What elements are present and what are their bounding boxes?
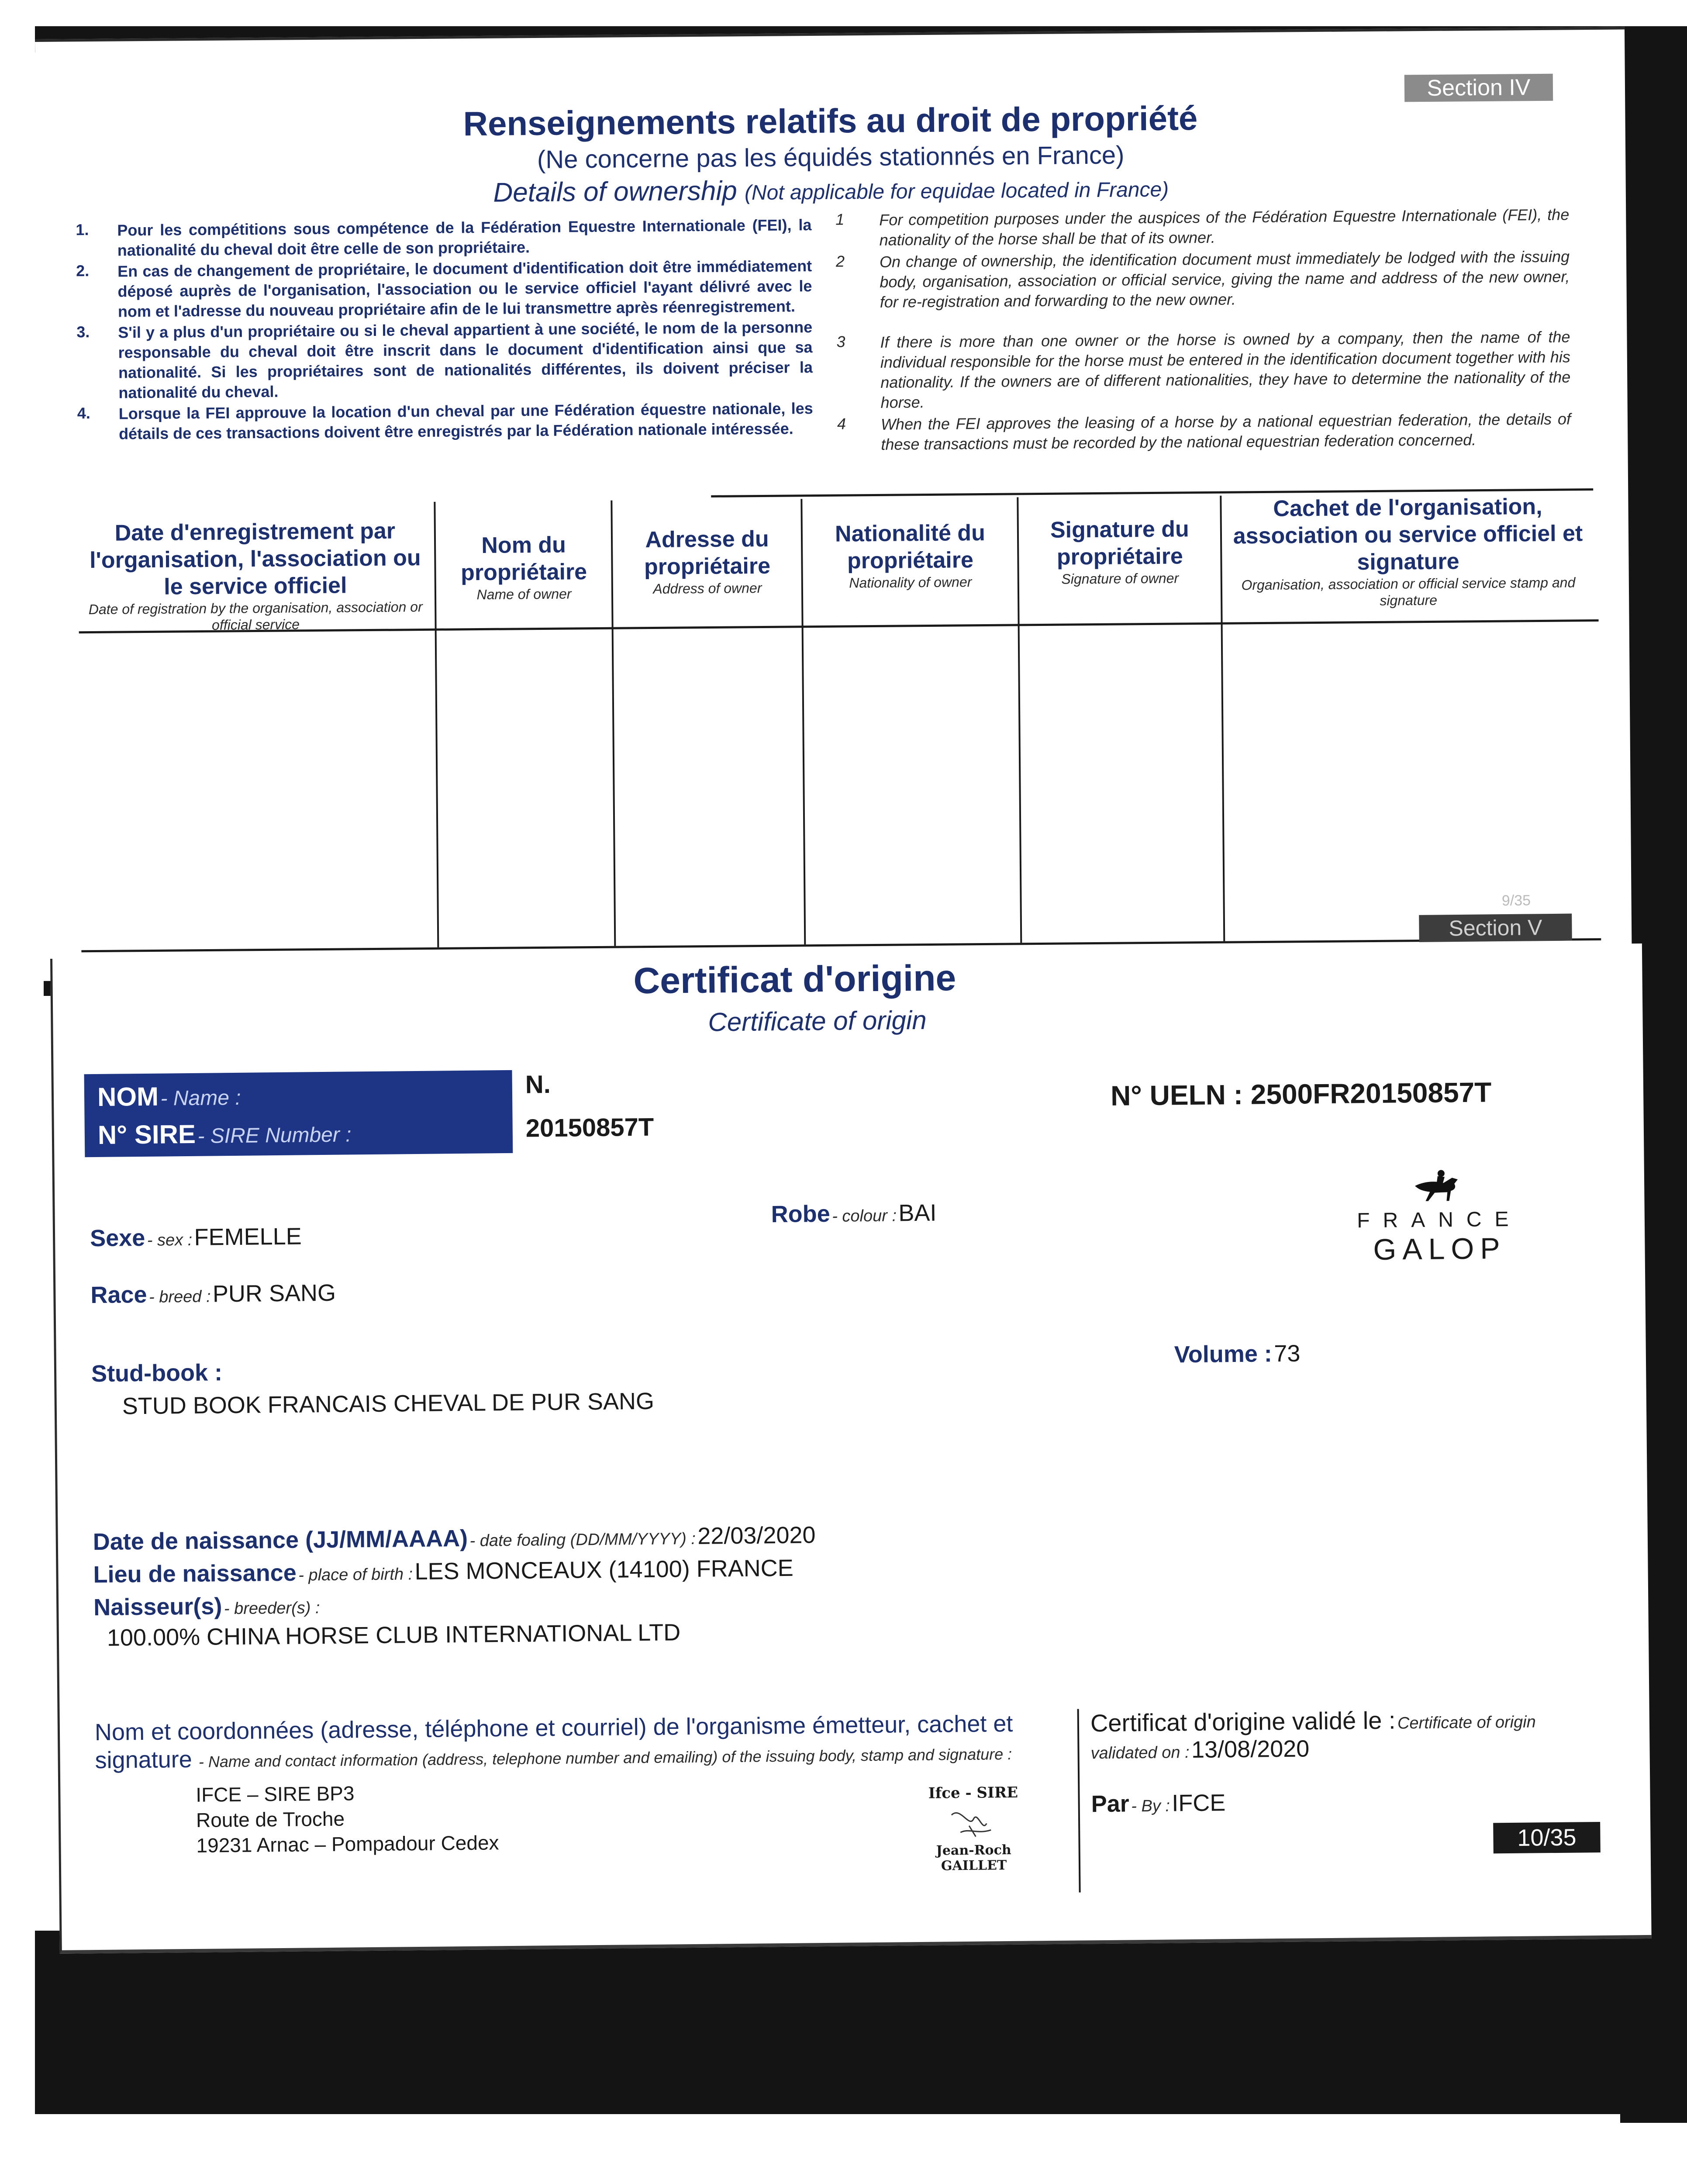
sex-value: FEMELLE bbox=[194, 1223, 302, 1251]
section-badge: Section IV bbox=[1404, 74, 1553, 102]
colour-label: Robe bbox=[771, 1200, 830, 1228]
ownership-table bbox=[35, 29, 1632, 981]
breeder-value: 100.00% CHINA HORSE CLUB INTERNATIONAL LTD bbox=[107, 1619, 681, 1651]
validated-label: Certificat d'origine validé le : bbox=[1090, 1706, 1396, 1737]
ueln-number: N° UELN : 2500FR20150857T bbox=[1110, 1076, 1492, 1112]
breeder-field bbox=[93, 1592, 320, 1621]
note-text: En cas de changement de propriétaire, le document d'identification doit être immédiatement déposé auprès de l'organisation, l'association ou le service officiel l'ayant délivré avec le nom et l'adresse du nouveau propriétaire afin de le lui transmettre après réenregistrement. bbox=[117, 257, 812, 321]
column-divider bbox=[611, 501, 616, 946]
page-number: 10/35 bbox=[1493, 1822, 1601, 1853]
sire-value: 20150857T bbox=[525, 1113, 654, 1143]
note-number: 2. bbox=[76, 262, 90, 280]
colour-label-en: - colour : bbox=[831, 1206, 897, 1226]
header-fr: Date d'enregistrement par l'organisation, l'association ou le service officiel bbox=[89, 518, 421, 600]
validation-divider bbox=[1077, 1709, 1081, 1892]
column-header-stamp bbox=[1228, 493, 1587, 610]
issuer-heading-en: - Name and contact information (address, telephone number and emailing) of the issuing body, stamp and signature : bbox=[198, 1745, 1012, 1771]
issuer-heading bbox=[95, 1709, 1078, 1777]
header-en: Nationality of owner bbox=[849, 574, 972, 591]
name-label: NOM bbox=[97, 1082, 159, 1112]
validation-block bbox=[1090, 1704, 1572, 1818]
certificate-title: Certificat d'origine bbox=[633, 957, 956, 1002]
note-text: For competition purposes under the auspices of the Fédération Equestre Internationale (FEI), the nationality of the horse shall be that of its owner. bbox=[879, 205, 1570, 249]
issuer-stamp bbox=[916, 1784, 1031, 1874]
birth-date-value: 22/03/2020 bbox=[697, 1522, 816, 1549]
stamp-name: Jean-Roch bbox=[936, 1842, 1011, 1859]
studbook-label: Stud-book : bbox=[91, 1359, 223, 1387]
issuer-address-line: 19231 Arnac – Pompadour Cedex bbox=[196, 1831, 499, 1857]
header-fr: Cachet de l'organisation, association ou service officiel et signature bbox=[1233, 494, 1583, 575]
note-number: 2 bbox=[835, 252, 845, 270]
birth-place-field bbox=[93, 1555, 793, 1588]
header-en: Date of registration by the organisation, association or official service bbox=[88, 599, 423, 633]
column-header-owner-nationality bbox=[810, 519, 1011, 591]
sire-label: N° SIRE bbox=[97, 1119, 196, 1150]
breeder-label-en: - breeder(s) : bbox=[224, 1599, 320, 1618]
breed-value: PUR SANG bbox=[212, 1279, 336, 1307]
volume-label: Volume : bbox=[1174, 1341, 1273, 1368]
validated-label-en: Certificate of origin validated on : bbox=[1090, 1713, 1536, 1763]
validated-by bbox=[1091, 1786, 1572, 1818]
name-sire-box bbox=[84, 1070, 513, 1157]
fold-page-number: 9/35 bbox=[1501, 892, 1531, 909]
header-en: Signature of owner bbox=[1061, 570, 1179, 587]
note-number: 3. bbox=[76, 323, 90, 341]
page-subtitle: (Ne concerne pas les équidés stationnés en France) bbox=[537, 141, 1125, 174]
note-number: 1. bbox=[76, 221, 89, 239]
colour-value: BAI bbox=[898, 1199, 937, 1227]
header-fr: Signature du propriétaire bbox=[1050, 516, 1190, 570]
column-header-date bbox=[83, 517, 428, 634]
header-fr: Nom du propriétaire bbox=[460, 532, 587, 586]
section-badge: Section V bbox=[1419, 914, 1572, 942]
issuer-address-line: Route de Troche bbox=[196, 1807, 345, 1832]
volume-field bbox=[1174, 1340, 1301, 1368]
colour-field bbox=[771, 1199, 936, 1228]
volume-value: 73 bbox=[1273, 1340, 1301, 1367]
note-text: On change of ownership, the identification document must immediately be lodged with the issuing body, organisation, association or official service, giving the name and address of the new owner, for re-registration and forwarding to the new owner. bbox=[879, 247, 1570, 311]
stamp-org: Ifce - SIRE bbox=[928, 1783, 1018, 1802]
note-text: If there is more than one owner or the horse is owned by a company, then the name of the individual responsible for the horse must be entered in the identification document together with his nationality. If the owners are of different nationalities, they have to determine the nationality of the horse. bbox=[880, 328, 1571, 411]
logo-text-france: FRANCE bbox=[1356, 1207, 1522, 1233]
issuer-address-line: IFCE – SIRE BP3 bbox=[196, 1782, 355, 1806]
note-number: 4. bbox=[77, 404, 90, 422]
column-header-owner-name bbox=[445, 531, 603, 603]
column-header-owner-address bbox=[620, 525, 795, 597]
header-fr: Adresse du propriétaire bbox=[644, 526, 771, 580]
breed-label: Race bbox=[90, 1281, 147, 1309]
studbook-value: STUD BOOK FRANCAIS CHEVAL DE PUR SANG bbox=[122, 1388, 655, 1420]
birth-date-field bbox=[93, 1521, 816, 1555]
header-en: Name of owner bbox=[476, 586, 572, 603]
note-text: Lorsque la FEI approuve la location d'un cheval par une Fédération équestre nationale, les détails de ces transactions doivent être enregistrés par la Fédération nationale intéressée. bbox=[118, 399, 813, 443]
logo-text-galop: GALOP bbox=[1373, 1232, 1507, 1266]
ownership-page bbox=[35, 27, 1632, 981]
page-title: Renseignements relatifs au droit de propriété bbox=[463, 99, 1198, 143]
france-galop-logo bbox=[1330, 1167, 1549, 1267]
header-en: Organisation, association or official service stamp and signature bbox=[1241, 574, 1576, 608]
by-value: IFCE bbox=[1172, 1790, 1226, 1817]
validated-date: 13/08/2020 bbox=[1191, 1735, 1310, 1763]
horse-rider-icon bbox=[1411, 1168, 1468, 1203]
name-value: N. bbox=[525, 1070, 551, 1099]
header-fr: Nationalité du propriétaire bbox=[835, 520, 986, 574]
sex-label-en: - sex : bbox=[147, 1230, 193, 1250]
breed-field bbox=[90, 1279, 336, 1309]
by-label: Par bbox=[1091, 1790, 1130, 1818]
sire-label-row bbox=[98, 1117, 352, 1150]
stamp-surname: GAILLET bbox=[941, 1858, 1007, 1874]
name-label-row bbox=[97, 1081, 241, 1112]
column-header-owner-signature bbox=[1026, 515, 1214, 587]
birth-date-label: Date de naissance (JJ/MM/AAAA) bbox=[93, 1525, 468, 1555]
issuer-heading-fr: Nom et coordonnées (adresse, téléphone et courriel) de l'organisme émetteur, cachet et signature bbox=[94, 1710, 1013, 1774]
title-en-main: Details of ownership bbox=[493, 176, 737, 208]
note-text: When the FEI approves the leasing of a horse by a national equestrian federation, the details of these transactions must be recorded by the national equestrian federation concerned. bbox=[880, 410, 1571, 453]
sex-label: Sexe bbox=[90, 1224, 145, 1252]
certificate-subtitle: Certificate of origin bbox=[708, 1005, 927, 1037]
validation-line bbox=[1090, 1704, 1571, 1765]
title-en-sub: (Not applicable for equidae located in France) bbox=[744, 178, 1169, 205]
header-en: Address of owner bbox=[653, 580, 762, 597]
birth-place-label-en: - place of birth : bbox=[298, 1565, 413, 1585]
note-number: 3 bbox=[836, 332, 845, 351]
note-number: 1 bbox=[835, 210, 845, 228]
column-divider bbox=[1220, 496, 1225, 941]
by-label-en: - By : bbox=[1131, 1797, 1170, 1816]
breed-label-en: - breed : bbox=[148, 1287, 211, 1306]
birth-place-label: Lieu de naissance bbox=[93, 1559, 297, 1588]
sex-field bbox=[90, 1223, 302, 1252]
note-text: S'il y a plus d'un propriétaire ou si le cheval appartient à une société, le nom de la personne responsable du cheval doit être inscrit dans le document d'identification ainsi que sa nationalité. Si les propriétaires sont de nationalités différentes, ils doivent préciser la nationalité du cheval. bbox=[118, 318, 813, 402]
birth-place-value: LES MONCEAUX (14100) FRANCE bbox=[414, 1555, 794, 1585]
signature-scribble-icon bbox=[943, 1801, 1004, 1841]
scan-border-bottom bbox=[35, 1931, 1687, 2114]
certificate-page bbox=[50, 892, 1652, 1954]
breeder-label: Naisseur(s) bbox=[93, 1593, 222, 1621]
birth-date-label-en: - date foaling (DD/MM/YYYY) : bbox=[469, 1529, 696, 1550]
sire-label-en: - SIRE Number : bbox=[197, 1123, 352, 1148]
note-text: Pour les compétitions sous compétence de la Fédération Equestre Internationale (FEI), la nationalité du cheval doit être celle de son propriétaire. bbox=[117, 216, 812, 259]
name-label-en: - Name : bbox=[160, 1086, 241, 1110]
note-number: 4 bbox=[837, 415, 846, 433]
column-divider bbox=[434, 502, 439, 947]
column-divider bbox=[800, 499, 806, 944]
column-divider bbox=[1017, 497, 1022, 943]
